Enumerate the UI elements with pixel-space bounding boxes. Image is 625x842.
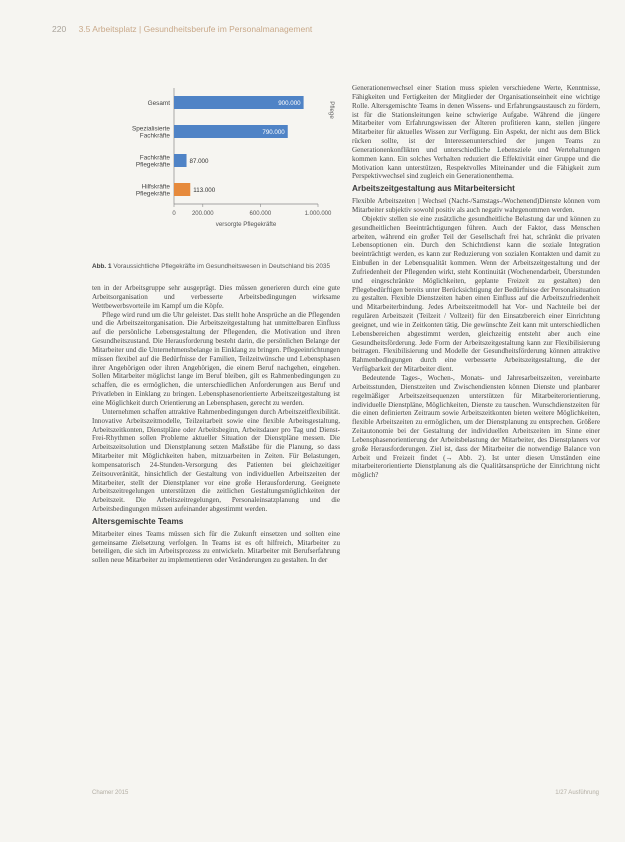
left-paragraph: Unternehmen schaffen attraktive Rahmenbedingungen durch Arbeitszeitflexibilität. Innovative Arbeitszeitmodelle, Teilzeitarbeit sowie eine flexible Arbeitsgestaltung, Arbeitszeitkonten, Dienstpläne oder Arbeitsbeginn, Arbeitsdauer pro Tag und Dienst-Frei-Rhythmen sollen Probleme aktueller Situation der Dienstpläne messen. Die Arbeitszeitsolution und Dienstplanung setzen Maßstäbe für die Planung, so dass Mitarbeiter mit Möglichkeiten haben, mitzuarbeiten in Zeiten. Für Belastungen, kompensatorisch 24-Stunden-Versorgung des Patienten bei gleichzeitiger Zeitsouveränität, hinsichtlich der Gestaltung von individuellen Arbeitszeiten der Mitarbeiter, stellt der Dienstplaner vor eine große Herausforderung. Geeignete Arbeitszeitregelungen unterstützen die zeitlichen Gestaltungsmöglichkeiten der Arbeitszeit. Die Arbeitszeitregelungen, Personaleinsatzplanung und die Arbeitsbedingungen müssen aufeinander abgestimmt werden.	[92, 407, 340, 514]
category-label: Pflegekräfte	[135, 190, 170, 198]
chart-bar	[174, 154, 187, 167]
left-paragraph: Pflege wird rund um die Uhr geleistet. Das stellt hohe Ansprüche an die Pflegenden und die Arbeitszeitorganisation. Die Arbeitszeitgestaltung hat unmittelbaren Einfluss auf die persönliche Lebensgestaltung der Pflegenden, die Motivation und ihren Gesundheitszustand. Die Herausforderung besteht darin, die persönlichen Belange der Mitarbeiter und die Unternehmensbelange in Einklang zu bringen. Pflegeeinrichtungen müssen flexibel auf die Bedürfnisse der Familien, Teilzeitwünsche und Lebensphasen ihrer Angehörigen oder ihren Angehörigen, die einem Beruf nachgehen, eingehen. Sollen Mitarbeiter möglichst lange im Beruf bleiben, gilt es Rahmenbedingungen zu schaffen, die es ermöglichen, die unterschiedlichen Anforderungen aus Beruf und Privatleben in Einklang zu bringen. Lebensphasenorientierte Arbeitszeitgestaltung ist eine Möglichkeit durch Orientierung an Lebensphasen, gerecht zu werden.	[92, 310, 340, 407]
category-label: Fachkräfte	[139, 154, 170, 162]
figure-caption	[92, 262, 340, 271]
caption-text: Voraussichtliche Pflegekräfte im Gesundheitswesen in Deutschland bis 2035	[113, 263, 331, 270]
x-tick-label: 600.000	[249, 211, 272, 217]
x-tick-label: 1.000.000	[304, 211, 332, 217]
section-heading: Arbeitszeitgestaltung aus Mitarbeitersicht	[352, 184, 515, 194]
chart-bar	[174, 183, 190, 196]
section-heading: Altersgemischte Teams	[92, 516, 184, 526]
category-label: Pflegekräfte	[135, 161, 170, 169]
right-paragraph: Objektiv stellen sie eine zusätzliche gesundheitliche Belastung dar und können zu gesundheitlichen Beeinträchtigungen führen. Auch der Faktor, dass Menschen arbeiten, während ein großer Teil der Gesellschaft frei hat, schränkt die privaten Lebensoptionen ein. Durch den Schichtdienst kann die soziale Integration beeinträchtigt werden, es kann zur Reduzierung von sozialen Kontakten und damit zu Einbußen in der Lebensqualität kommen. Wenn der Arbeitszeitgestaltung und der Zufriedenheit der Pflegenden wirkt, steht Kontinuität (Wochenendarbeit, Überstunden und eingeschränkte Möglichkeiten, geplante Freizeit zu gestalten) den Pflegebedürftigen bereits unter Berücksichtigung der Bedürfnisse der Personalsituation zu gestalten. Flexible Dienstzeiten haben einen Einfluss auf die Arbeitszufriedenheit und Mitarbeiterbindung. Jedes Arbeitszeitmodell hat Vor- und Nachteile bei der regulären Arbeitszeit (Teilzeit / Vollzeit) für den Einsatzbereich einer Einrichtung geeignet, und wie in Zeitkonten tätig. Die gewünschte Zeit kann mit unterschiedlichen Lebensbereichen abgestimmt werden, gleichzeitig entsteht aber auch eine Gesundheitsförderung. Jede Form der Arbeitszeitgestaltung kann zur Flexibilisierung beitragen. Flexibilisierung und Modelle der Gesundheitsförderung können attraktive Rahmenbedingungen durch eine verbesserte Arbeitszeitgestaltung, die der Verfügbarkeit der Mitarbeiter dient.	[352, 214, 600, 374]
chart-svg	[92, 84, 348, 262]
x-axis-label: versorgte Pflegekräfte	[215, 221, 277, 228]
right-paragraph: Bedeutende Tages-, Wochen-, Monats- und Jahresarbeitszeiten, vereinbarte Arbeitsstunden, Dienstzeiten und Zwischendiensten können Dienste und planbarer regelmäßiger Arbeitszeitsequenzen unterstützen für Mitarbeiterorientierung, individuelle Dienstpläne, Möglichkeiten, Dienste zu tauschen. Wunschdienstzeiten für die einen definierten Zeitraum sowie Arbeitszeitkonten bieten weitere Möglichkeiten, flexible Arbeitszeiten zu ermöglichen, um der Dienstplanung zu entsprechen. Größere Zeitautonomie bei der Gestaltung der individuellen Arbeitszeiten im Sinne einer Lebensphasenorientierung der Arbeitsbelastung der Mitarbeiter, des Dienstplaners vor große Herausforderungen. Ziel ist, dass der Mitarbeiter die notwendige Balance von Arbeit und Freizeit findet (→ Abb. 2). Ist unter diesen Umständen eine mitarbeiterorientierte Dienstplanung als die Qualitätsansprüche der Einrichtung nicht möglich?	[352, 374, 600, 480]
right-paragraph: Generationenwechsel einer Station muss spielen verschiedene Werte, Kenntnisse, Fähigkeiten und Fertigkeiten der Mitglieder der Organisationseinheit eine wichtige Rolle. Altersgemischte Teams in denen Wissens- und Erfahrungsaustausch zu fördern, ist für die Stationsleitungen keine schwierige Aufgabe. Während die jüngere Mitarbeiter vom Erfahrungswissen der Älteren profitieren kann, stellen jüngere Mitarbeiter für aktuelles Wissen zur Verfügung. Ein Aspekt, der nicht aus dem Blick rücken sollte, ist der Interessenunterschied der jungen Teams zu Generationenkonflikten und unterschiedliche Lebensziele und Wertehaltungen kommen kann. Ein solches Verhalten reduziert die Effektivität einer Gruppe und die Motivation kann unterstützen, Respektvolles Miteinander und die Fähigkeit zum Perspektivwechsel sind zugleich ein Generationenthema.	[352, 84, 600, 181]
x-tick-label: 0	[172, 211, 176, 217]
right-paragraph: Flexible Arbeitszeiten | Wechsel (Nacht-/Samstags-/Wochenend)Dienste können vom Mitarbeiter subjektiv sowohl positiv als auch negativ wahrgenommen werden.	[352, 197, 600, 214]
left-paragraph: ten in der Arbeitsgruppe sehr ausgeprägt. Dies müssen generieren durch eine gute Arbeitsorganisation und verbesserte Arbeitsbedingungen wirksame Wettbewerbsvorteile im Kampf um die Köpfe.	[92, 284, 340, 310]
data-label: 790.000	[262, 129, 285, 136]
footer-left: Chamer 2015	[92, 790, 129, 796]
page-header	[52, 24, 312, 34]
category-label: Fachkräfte	[139, 132, 170, 140]
x-tick-label: 200.000	[191, 211, 214, 217]
category-label: Hilfskräfte	[141, 183, 170, 191]
side-label: Pflege	[328, 101, 335, 119]
left-paragraph: Mitarbeiter eines Teams müssen sich für die Zukunft einsetzen und sollten eine gemeinsame Zielsetzung verfolgen. In Teams ist es oft hilfreich, Mitarbeiter zu beteiligen, die sich im Arbeitsprozess zu entwickeln. Mitarbeiter mit Berufserfahrung sollen neue Mitarbeiter zu implementieren oder Veränderungen zu gestalten. In der	[92, 529, 340, 565]
category-label: Spezialisierte	[131, 125, 170, 133]
data-label: 87.000	[189, 158, 209, 165]
data-label: 113.000	[193, 187, 216, 194]
right-column	[352, 84, 600, 480]
caption-label: Abb. 1	[92, 263, 112, 270]
category-label: Gesamt	[147, 100, 170, 107]
data-label: 900.000	[278, 100, 301, 107]
footer-right: 1/27 Ausführung	[555, 790, 599, 796]
page-number: 220	[52, 24, 67, 34]
bar-chart	[92, 84, 348, 262]
left-column	[92, 284, 340, 565]
section-title: 3.5 Arbeitsplatz | Gesundheitsberufe im Personalmanagement	[78, 24, 313, 34]
